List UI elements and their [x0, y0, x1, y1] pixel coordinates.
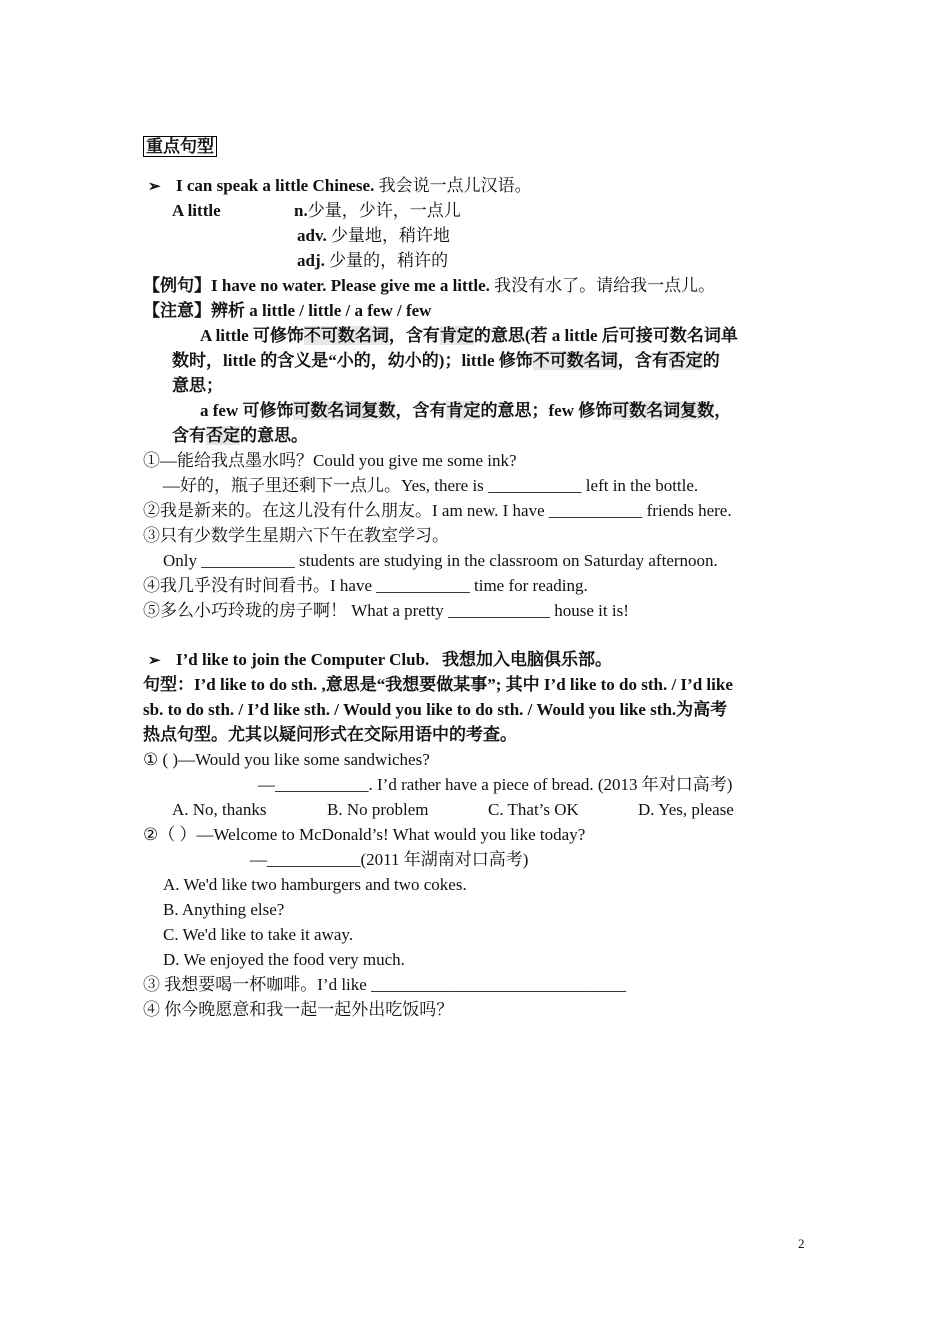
note-1-line-3: 意思； [172, 376, 223, 395]
sentence-2-heading [148, 649, 612, 672]
sentence-1-heading [148, 175, 532, 198]
sense-adverb: adv. 少量地，稍许地 [297, 226, 451, 245]
question-1-option-c: C. That’s OK [488, 800, 579, 819]
pattern-line-2: sb. to do sth. / I’d like sth. / Would you like to do sth. / Would you like sth.为高考 [143, 700, 728, 719]
example-sentence: 【例句】I have no water. Please give me a little. 我没有水了。请给我一点儿。 [143, 276, 716, 295]
note-1-line-2: 数时，little 的含义是“小的，幼小的)；little 修饰不可数名词，含有否定的 [172, 351, 720, 370]
bullet-arrow-icon: ➢ [148, 179, 161, 195]
note-1-line-1: A little 可修饰不可数名词，含有肯定的意思(若 a little 后可接可数名词单 [200, 326, 738, 345]
question-3: ③ 我想要喝一杯咖啡。I’d like ______________________________ [143, 975, 627, 994]
sentence-2-english: I’d like to join the Computer Club. [176, 650, 430, 669]
question-2-option-d: D. We enjoyed the food very much. [163, 950, 405, 969]
exercise-3-blank: Only ___________ students are studying in the classroom on Saturday afternoon. [163, 551, 718, 570]
note-2-line-2: 含有否定的意思。 [172, 426, 308, 445]
sentence-1-chinese: 我会说一点儿汉语。 [378, 176, 532, 195]
pattern-line-1: 句型：I’d like to do sth. ,意思是“我想要做某事”; 其中 I’d like to do sth. / I’d like [143, 675, 733, 694]
question-2-option-b: B. Anything else? [163, 900, 285, 919]
question-2-reply: —___________(2011 年湖南对口高考) [250, 850, 529, 869]
sense-adjective: adj. 少量的，稍许的 [297, 251, 449, 270]
term-a-little: A little [172, 201, 221, 220]
question-1-option-b: B. No problem [327, 800, 429, 819]
question-2: ②（ ）—Welcome to McDonald’s! What would you like today? [143, 825, 586, 844]
question-4: ④ 你今晚愿意和我一起一起外出吃饭吗？ [143, 1000, 454, 1019]
sentence-1-english: I can speak a little Chinese. [176, 176, 375, 195]
question-1: ① ( )—Would you like some sandwiches? [143, 750, 430, 769]
exercise-4: ④我几乎没有时间看书。I have ___________ time for reading. [143, 576, 588, 595]
question-1-option-a: A. No, thanks [172, 800, 267, 819]
section-title-box: 重点句型 [143, 136, 217, 157]
sentence-2-chinese: 我想加入电脑俱乐部。 [442, 650, 613, 669]
exercise-5: ⑤多么小巧玲珑的房子啊！ What a pretty ____________ house it is! [143, 601, 629, 620]
exercise-2: ②我是新来的。在这儿没有什么朋友。I am new. I have ___________ friends here. [143, 501, 732, 520]
exercise-1-question: ①—能给我点墨水吗？Could you give me some ink? [143, 451, 517, 470]
note-2-line-1: a few 可修饰可数名词复数，含有肯定的意思；few 修饰可数名词复数， [200, 401, 732, 420]
bullet-arrow-icon: ➢ [148, 653, 161, 669]
exercise-1-answer: —好的，瓶子里还剩下一点儿。Yes, there is ___________ left in the bottle. [163, 476, 699, 495]
question-2-option-c: C. We'd like to take it away. [163, 925, 354, 944]
question-1-option-d: D. Yes, please [638, 800, 734, 819]
question-2-option-a: A. We'd like two hamburgers and two cokes. [163, 875, 467, 894]
page-number: 2 [798, 1236, 805, 1251]
question-1-reply: —___________. I’d rather have a piece of bread. (2013 年对口高考) [258, 775, 733, 794]
pattern-line-3: 热点句型。尤其以疑问形式在交际用语中的考查。 [143, 725, 517, 744]
section-title [143, 136, 217, 158]
exercise-3-prompt: ③只有少数学生星期六下午在教室学习。 [143, 526, 449, 545]
sense-noun: n.少量，少许，一点儿 [294, 201, 461, 220]
note-heading: 【注意】辨析 a little / little / a few / few [143, 301, 432, 320]
